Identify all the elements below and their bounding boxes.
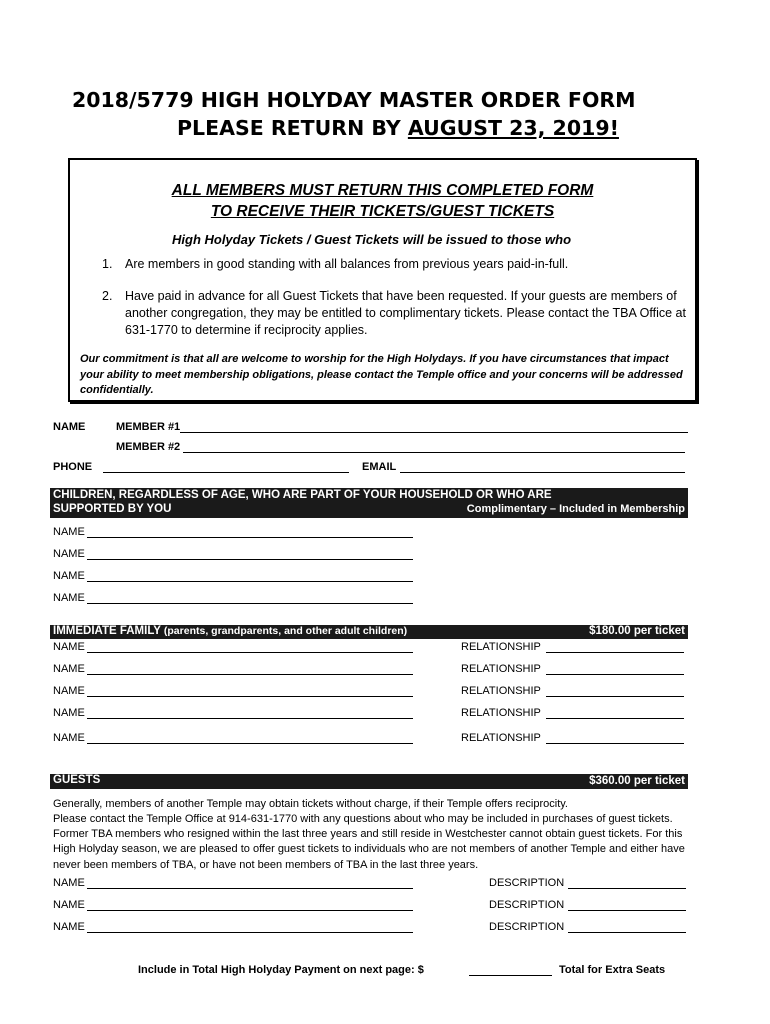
- email-label: EMAIL: [362, 461, 397, 473]
- family-name-field[interactable]: [87, 696, 413, 697]
- guest-name-field[interactable]: [87, 932, 413, 933]
- family-name-label: NAME: [53, 663, 85, 675]
- child-name-field[interactable]: [87, 559, 413, 560]
- relationship-label: RELATIONSHIP: [461, 663, 541, 675]
- child-name-field[interactable]: [87, 581, 413, 582]
- child-name-field[interactable]: [87, 603, 413, 604]
- notice-item-1: Are members in good standing with all balances from previous years paid-in-full.: [125, 257, 569, 271]
- notice-subheading: High Holyday Tickets / Guest Tickets will be issued to those who: [172, 232, 572, 247]
- notice-box: [68, 158, 697, 402]
- family-name-field[interactable]: [87, 652, 413, 653]
- family-name-label: NAME: [53, 732, 85, 744]
- guest-name-field[interactable]: [87, 910, 413, 911]
- relationship-label: RELATIONSHIP: [461, 641, 541, 653]
- guest-name-field[interactable]: [87, 888, 413, 889]
- return-deadline: PLEASE RETURN BY AUGUST 23, 2019!: [177, 116, 619, 140]
- deadline-date: AUGUST 23, 2019!: [407, 116, 619, 140]
- relationship-label: RELATIONSHIP: [461, 685, 541, 697]
- children-heading-2: SUPPORTED BY YOU: [53, 503, 172, 515]
- family-name-field[interactable]: [87, 674, 413, 675]
- member-1-field[interactable]: [180, 432, 688, 433]
- extra-seats-amount-field[interactable]: [469, 975, 552, 976]
- description-field[interactable]: [568, 932, 686, 933]
- family-price: $180.00 per ticket: [589, 625, 685, 637]
- child-name-label: NAME: [53, 592, 85, 604]
- relationship-field[interactable]: [546, 674, 684, 675]
- email-field[interactable]: [400, 472, 685, 473]
- children-section-header: [50, 488, 688, 518]
- relationship-field[interactable]: [546, 652, 684, 653]
- name-label: NAME: [53, 421, 86, 433]
- notice-heading-1: ALL MEMBERS MUST RETURN THIS COMPLETED FORM: [171, 182, 594, 199]
- guest-name-label: NAME: [53, 877, 85, 889]
- notice-item-2-number: 2.: [102, 289, 113, 303]
- guests-heading: GUESTS: [53, 774, 101, 786]
- relationship-field[interactable]: [546, 743, 684, 744]
- child-name-label: NAME: [53, 526, 85, 538]
- description-label: DESCRIPTION: [489, 877, 565, 889]
- children-heading-1: CHILDREN, REGARDLESS OF AGE, WHO ARE PART OF YOUR HOUSEHOLD OR WHO ARE: [53, 489, 552, 501]
- description-field[interactable]: [568, 910, 686, 911]
- payment-include-text: Include in Total High Holyday Payment on next page: $: [138, 964, 424, 976]
- notice-item-1-number: 1.: [102, 257, 113, 271]
- family-name-field[interactable]: [87, 743, 413, 744]
- phone-field[interactable]: [103, 472, 349, 473]
- description-field[interactable]: [568, 888, 686, 889]
- notice-item-2: Have paid in advance for all Guest Tickets that have been requested. If your guests are members of another congregation, they may be entitled to complimentary tickets. Please contact the TBA Office at 631-1770 to determine if reciprocity applies.: [125, 289, 686, 337]
- guest-name-label: NAME: [53, 921, 85, 933]
- family-name-label: NAME: [53, 707, 85, 719]
- member-2-field[interactable]: [183, 452, 685, 453]
- form-title: 2018/5779 HIGH HOLYDAY MASTER ORDER FORM: [72, 88, 636, 112]
- guests-info-2: Please contact the Temple Office at 914-631-1770 with any questions about who may be included in purchases of guest tickets. Former TBA members who resigned within the last three years and still reside in Westchester cannot obtain guest tickets. For this High Holyday season, we are pleased to offer guest tickets to individuals who are not members of another Temple and either have never been members of TBA, or have not been members of TBA in the last three years.: [53, 813, 685, 871]
- relationship-label: RELATIONSHIP: [461, 707, 541, 719]
- children-price-note: Complimentary – Included in Membership: [466, 503, 685, 515]
- commitment-note: Our commitment is that all are welcome to worship for the High Holydays. If you have circumstances that impact your ability to meet membership obligations, please contact the Temple office and your concerns will be addressed confidentially.: [80, 353, 683, 396]
- family-section-header: [50, 625, 688, 639]
- family-name-label: NAME: [53, 685, 85, 697]
- member-1-label: MEMBER #1: [116, 421, 181, 433]
- notice-heading-2: TO RECEIVE THEIR TICKETS/GUEST TICKETS: [210, 203, 555, 220]
- guest-name-label: NAME: [53, 899, 85, 911]
- member-2-label: MEMBER #2: [116, 441, 181, 453]
- description-label: DESCRIPTION: [489, 921, 565, 933]
- relationship-label: RELATIONSHIP: [461, 732, 541, 744]
- family-name-label: NAME: [53, 641, 85, 653]
- family-heading: IMMEDIATE FAMILY: [53, 625, 161, 637]
- guests-section-header: [50, 774, 688, 789]
- total-extra-seats-label: Total for Extra Seats: [559, 964, 666, 976]
- description-label: DESCRIPTION: [489, 899, 565, 911]
- family-heading-detail: (parents, grandparents, and other adult children): [160, 625, 408, 637]
- child-name-field[interactable]: [87, 537, 413, 538]
- relationship-field[interactable]: [546, 696, 684, 697]
- child-name-label: NAME: [53, 570, 85, 582]
- family-name-field[interactable]: [87, 718, 413, 719]
- child-name-label: NAME: [53, 548, 85, 560]
- guests-price: $360.00 per ticket: [589, 775, 685, 787]
- phone-label: PHONE: [53, 461, 93, 473]
- guests-info-1: Generally, members of another Temple may obtain tickets without charge, if their Temple offers reciprocity.: [53, 798, 568, 810]
- relationship-field[interactable]: [546, 718, 684, 719]
